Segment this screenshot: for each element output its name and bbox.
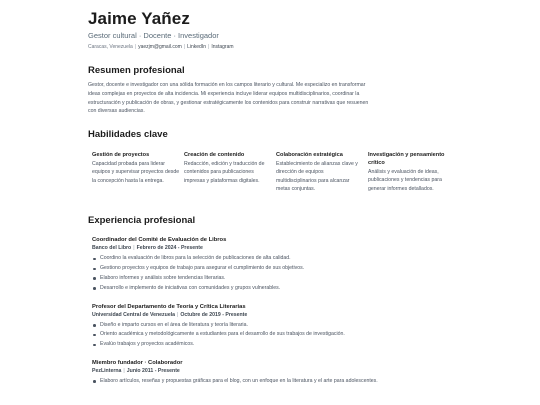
job-bullets — [92, 321, 388, 350]
job-bullet: Elaboro informes y análisis sobre tendencias literarias. — [100, 274, 390, 284]
job-bullet: Desarrollo e implemento de iniciativas con comunidades y grupos vulnerables. — [100, 284, 390, 294]
skill-description: Establecimiento de alianzas clave y dirección de equipos multidisciplinarios para alcanzar metas conjuntas. — [276, 161, 358, 193]
location: Caracas, Venezuela — [88, 44, 133, 50]
skill-title: Colaboración estratégica — [276, 152, 343, 159]
skill-item — [180, 151, 272, 193]
resume-page — [88, 9, 445, 387]
job-organization: Banco del Libro — [92, 245, 132, 252]
job-organization: Universidad Central de Venezuela — [92, 311, 176, 318]
job-entry — [88, 236, 388, 293]
separator: | — [123, 367, 125, 374]
skill-description: Redacción, edición y traducción de contenidos para publicaciones impresas y plataformas digitales. — [184, 161, 265, 184]
job-meta — [92, 244, 388, 252]
job-bullet: Coordino la evaluación de libros para la selección de publicaciones de alta calidad. — [100, 254, 390, 264]
job-bullet: Diseño e imparto cursos en el área de literatura y teoría literaria. — [100, 321, 390, 331]
linkedin-link[interactable]: LinkedIn — [187, 44, 206, 50]
job-bullets — [92, 254, 388, 293]
summary-heading: Resumen profesional — [88, 65, 185, 76]
job-bullet: Gestiono proyectos y equipos de trabajo para asegurar el cumplimiento de sus objetivos. — [100, 264, 390, 274]
job-entry — [88, 303, 388, 350]
job-meta — [92, 311, 388, 319]
job-organization: PezLinterna — [92, 367, 122, 374]
email-link[interactable]: yaezjm@gmail.com — [138, 44, 182, 50]
job-dates: Octubre de 2019 - Presente — [180, 311, 248, 318]
candidate-name: Jaime Yañez — [88, 9, 190, 28]
job-bullet: Oriento académica y metodológicamente a estudiantes para el desarrollo de sus trabajos de investigación. — [100, 330, 390, 340]
job-bullet: Elaboro artículos, reseñas y propuestas gráficas para el blog, con un enfoque en la literatura y el arte para adolescentes. — [100, 377, 390, 387]
separator: | — [177, 311, 179, 318]
skill-description: Análisis y evaluación de ideas, publicaciones y tendencias para generar informes detallados. — [368, 169, 442, 192]
separator: | — [133, 245, 135, 252]
skills-heading: Habilidades clave — [88, 129, 168, 141]
tagline: Gestor cultural · Docente · Investigador — [88, 31, 219, 40]
job-title: Profesor del Departamento de Teoría y Crítica Literarias — [92, 303, 246, 310]
skill-item — [272, 151, 364, 193]
separator: | — [183, 44, 186, 50]
skills-grid — [88, 151, 460, 193]
instagram-link[interactable]: Instagram — [211, 44, 234, 50]
summary-text: Gestor, docente e investigador con una sólida formación en los campos literario y cultural. Me especializo en transformar ideas complejas en proyectos de alta incidencia. Mi experiencia incluye liderar equipos multidisciplinarios, coordinar la estructuración y publicación de obras, y gestionar estratégicamente los contenidos para construir narrativas que resuenen con diversas audiencias. — [88, 82, 369, 115]
skill-title: Creación de contenido — [184, 152, 245, 159]
job-meta — [92, 367, 388, 375]
job-bullets — [92, 377, 388, 387]
job-dates: Febrero de 2024 - Presente — [136, 245, 203, 252]
skill-title: Investigación y pensamiento crítico — [368, 152, 445, 167]
job-dates: Junio 2011 - Presente — [126, 367, 180, 374]
job-title: Coordinador del Comité de Evaluación de Libros — [92, 237, 227, 244]
experience-heading: Experiencia profesional — [88, 215, 196, 227]
skill-item — [88, 151, 180, 193]
contact-line — [88, 43, 388, 51]
separator: | — [134, 44, 137, 50]
skill-title: Gestión de proyectos — [92, 152, 150, 159]
skill-description: Capacidad probada para liderar equipos y supervisar proyectos desde la concepción hasta la entrega. — [92, 161, 180, 184]
job-title: Miembro fundador · Colaborador — [92, 359, 183, 366]
separator: | — [208, 44, 210, 50]
job-bullet: Evalúo trabajos y proyectos académicos. — [100, 340, 390, 350]
job-entry — [88, 359, 388, 387]
skill-item — [364, 151, 456, 193]
